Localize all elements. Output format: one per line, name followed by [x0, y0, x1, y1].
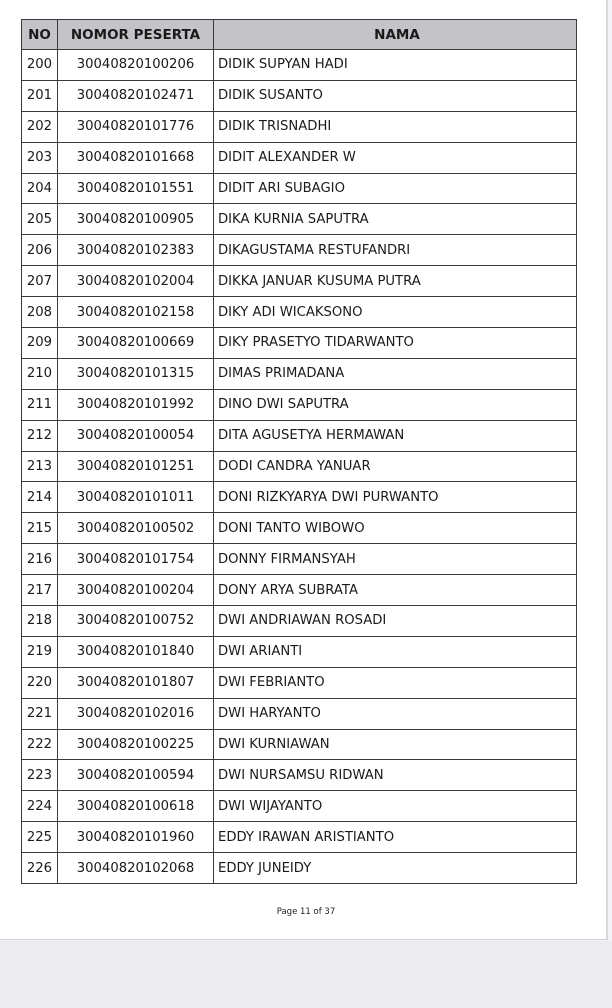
cell-nomor-peserta: 30040820100905 [58, 204, 214, 235]
cell-nama: DIKA KURNIA SAPUTRA [214, 204, 577, 235]
cell-no: 204 [22, 173, 58, 204]
table-row [22, 853, 577, 884]
cell-nama: DONI TANTO WIBOWO [214, 513, 577, 544]
participant-table [21, 19, 577, 884]
cell-nomor-peserta: 30040820101754 [58, 544, 214, 575]
cell-no: 205 [22, 204, 58, 235]
cell-nama: DIKY PRASETYO TIDARWANTO [214, 328, 577, 359]
table-row [22, 760, 577, 791]
table-row [22, 513, 577, 544]
cell-no: 207 [22, 266, 58, 297]
cell-nomor-peserta: 30040820101840 [58, 636, 214, 667]
table-row [22, 636, 577, 667]
table-row [22, 80, 577, 111]
cell-no: 206 [22, 235, 58, 266]
cell-nama: DWI HARYANTO [214, 698, 577, 729]
header-nama: NAMA [214, 20, 577, 50]
cell-nama: DONY ARYA SUBRATA [214, 575, 577, 606]
cell-nomor-peserta: 30040820101551 [58, 173, 214, 204]
cell-nomor-peserta: 30040820100502 [58, 513, 214, 544]
cell-nomor-peserta: 30040820101668 [58, 142, 214, 173]
cell-nama: DINO DWI SAPUTRA [214, 389, 577, 420]
cell-nama: DIKY ADI WICAKSONO [214, 297, 577, 328]
cell-nomor-peserta: 30040820102383 [58, 235, 214, 266]
table-body [22, 50, 577, 884]
table-row [22, 204, 577, 235]
table-row [22, 575, 577, 606]
cell-no: 208 [22, 297, 58, 328]
cell-no: 201 [22, 80, 58, 111]
cell-no: 223 [22, 760, 58, 791]
cell-nama: DWI WIJAYANTO [214, 791, 577, 822]
cell-no: 212 [22, 420, 58, 451]
cell-no: 217 [22, 575, 58, 606]
cell-nomor-peserta: 30040820100054 [58, 420, 214, 451]
cell-nomor-peserta: 30040820100752 [58, 606, 214, 637]
cell-nama: DWI ANDRIAWAN ROSADI [214, 606, 577, 637]
cell-no: 220 [22, 667, 58, 698]
header-nomor-peserta: NOMOR PESERTA [58, 20, 214, 50]
table-row [22, 142, 577, 173]
cell-nomor-peserta: 30040820101251 [58, 451, 214, 482]
table-row [22, 50, 577, 81]
cell-no: 209 [22, 328, 58, 359]
table-row [22, 328, 577, 359]
cell-no: 202 [22, 111, 58, 142]
cell-nomor-peserta: 30040820102471 [58, 80, 214, 111]
table-row [22, 822, 577, 853]
cell-no: 203 [22, 142, 58, 173]
table-row [22, 420, 577, 451]
page-number: Page 11 of 37 [276, 907, 336, 917]
cell-no: 211 [22, 389, 58, 420]
cell-nama: DONNY FIRMANSYAH [214, 544, 577, 575]
cell-nama: DWI FEBRIANTO [214, 667, 577, 698]
cell-no: 221 [22, 698, 58, 729]
cell-nama: DWI KURNIAWAN [214, 729, 577, 760]
cell-no: 210 [22, 358, 58, 389]
cell-no: 222 [22, 729, 58, 760]
cell-nama: DODI CANDRA YANUAR [214, 451, 577, 482]
cell-nama: DIKAGUSTAMA RESTUFANDRI [214, 235, 577, 266]
table-row [22, 235, 577, 266]
cell-nomor-peserta: 30040820101776 [58, 111, 214, 142]
table-row [22, 266, 577, 297]
cell-nama: DIDIK SUSANTO [214, 80, 577, 111]
cell-nama: DWI NURSAMSU RIDWAN [214, 760, 577, 791]
table-row [22, 667, 577, 698]
table-row [22, 297, 577, 328]
cell-nama: DIDIT ALEXANDER W [214, 142, 577, 173]
table-row [22, 791, 577, 822]
cell-nama: DWI ARIANTI [214, 636, 577, 667]
cell-nomor-peserta: 30040820102004 [58, 266, 214, 297]
cell-nama: DIDIK TRISNADHI [214, 111, 577, 142]
cell-no: 214 [22, 482, 58, 513]
table-row [22, 389, 577, 420]
cell-nama: EDDY JUNEIDY [214, 853, 577, 884]
cell-nomor-peserta: 30040820101315 [58, 358, 214, 389]
cell-no: 200 [22, 50, 58, 81]
cell-nama: DIKKA JANUAR KUSUMA PUTRA [214, 266, 577, 297]
header-no: NO [22, 20, 58, 50]
table-row [22, 358, 577, 389]
table-row [22, 606, 577, 637]
cell-nomor-peserta: 30040820102158 [58, 297, 214, 328]
cell-nomor-peserta: 30040820101992 [58, 389, 214, 420]
cell-nama: DITA AGUSETYA HERMAWAN [214, 420, 577, 451]
table-row [22, 111, 577, 142]
cell-no: 224 [22, 791, 58, 822]
table-header-row [22, 20, 577, 50]
cell-nomor-peserta: 30040820100594 [58, 760, 214, 791]
cell-no: 225 [22, 822, 58, 853]
cell-nomor-peserta: 30040820100204 [58, 575, 214, 606]
table-row [22, 698, 577, 729]
cell-nomor-peserta: 30040820102068 [58, 853, 214, 884]
cell-nama: DIDIT ARI SUBAGIO [214, 173, 577, 204]
cell-nama: DIMAS PRIMADANA [214, 358, 577, 389]
cell-nomor-peserta: 30040820102016 [58, 698, 214, 729]
cell-no: 216 [22, 544, 58, 575]
cell-nama: DONI RIZKYARYA DWI PURWANTO [214, 482, 577, 513]
cell-no: 218 [22, 606, 58, 637]
table-row [22, 173, 577, 204]
cell-nomor-peserta: 30040820100618 [58, 791, 214, 822]
cell-no: 219 [22, 636, 58, 667]
cell-nama: DIDIK SUPYAN HADI [214, 50, 577, 81]
cell-nomor-peserta: 30040820101011 [58, 482, 214, 513]
table-row [22, 544, 577, 575]
cell-nomor-peserta: 30040820101960 [58, 822, 214, 853]
table-row [22, 482, 577, 513]
cell-nomor-peserta: 30040820100225 [58, 729, 214, 760]
cell-no: 226 [22, 853, 58, 884]
cell-nomor-peserta: 30040820100206 [58, 50, 214, 81]
cell-nomor-peserta: 30040820101807 [58, 667, 214, 698]
cell-nama: EDDY IRAWAN ARISTIANTO [214, 822, 577, 853]
cell-nomor-peserta: 30040820100669 [58, 328, 214, 359]
table-row [22, 729, 577, 760]
table-row [22, 451, 577, 482]
cell-no: 215 [22, 513, 58, 544]
cell-no: 213 [22, 451, 58, 482]
table-header [22, 20, 577, 50]
scan-margin [0, 941, 612, 1008]
